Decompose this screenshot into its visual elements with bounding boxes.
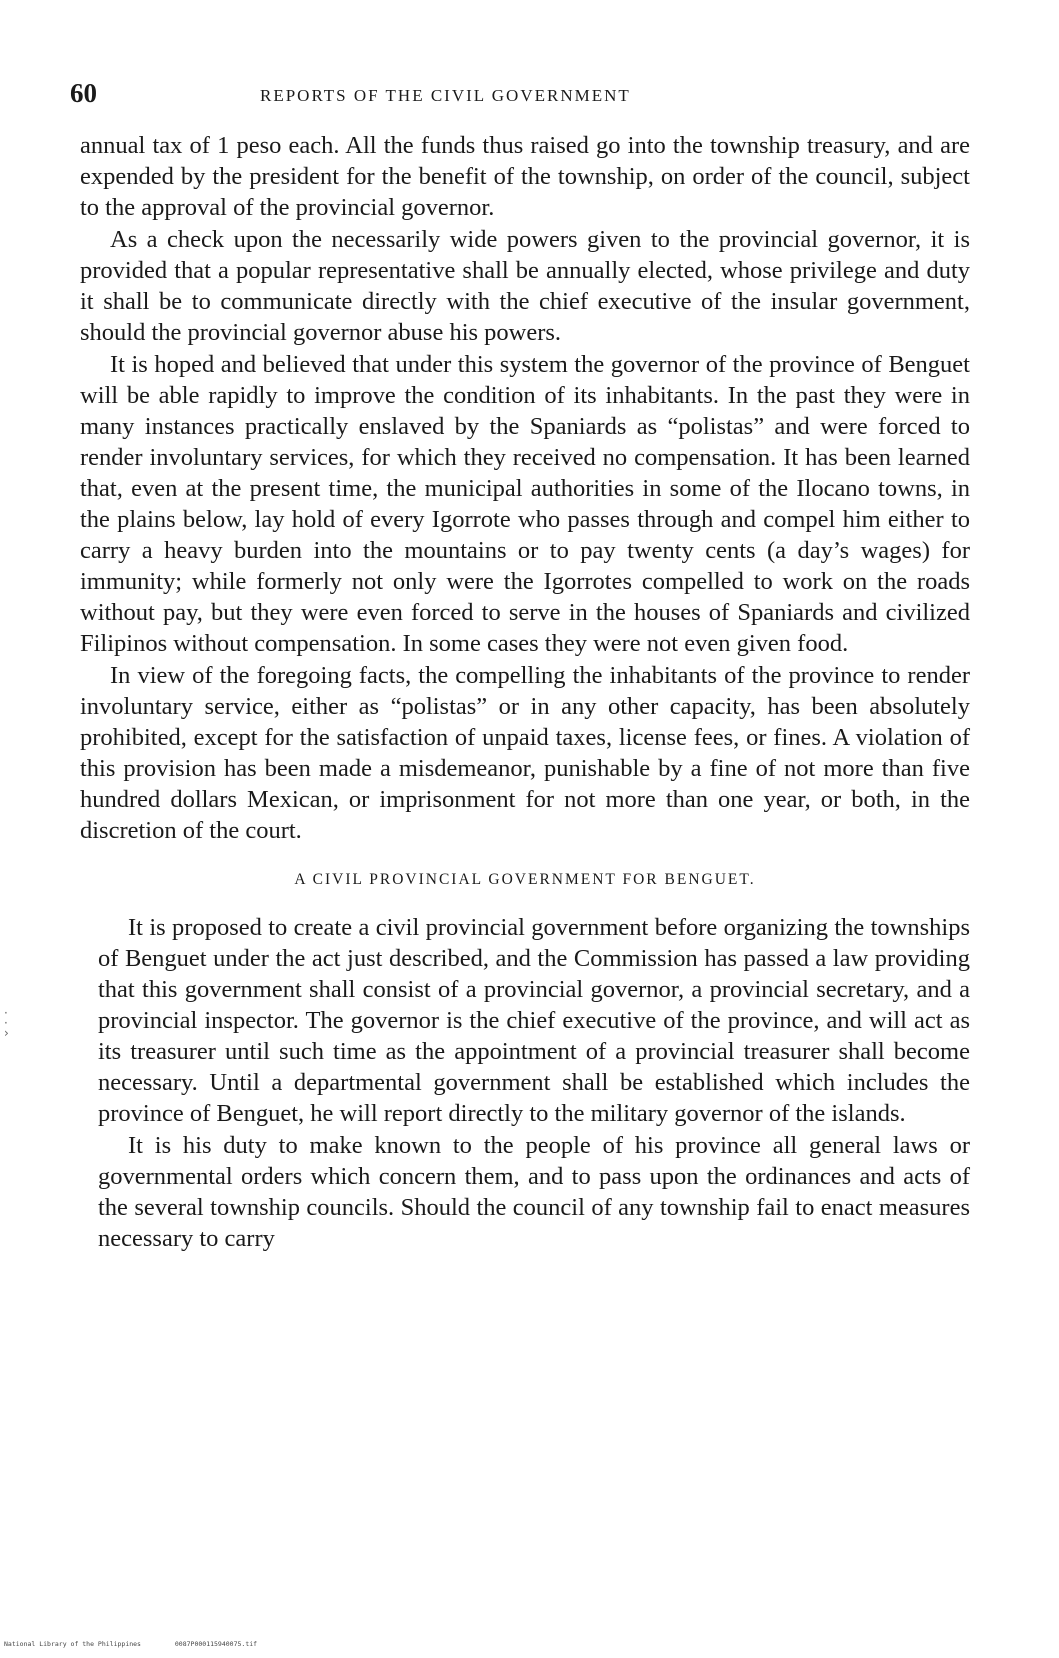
paragraph-continuation: annual tax of 1 peso each. All the funds thus raised go into the township treasury, and are expended by the president for the benefit of the township, on order of the council, subject to the approval of the provincial governor. [80,132,970,221]
section-heading: A CIVIL PROVINCIAL GOVERNMENT FOR BENGUET. [294,871,756,888]
running-head: REPORTS OF THE CIVIL GOVERNMENT [260,86,631,105]
page-number: 60 [70,78,97,108]
page-header [70,78,970,118]
paragraph: As a check upon the necessarily wide powers given to the provincial governor, it is provided that a popular representative shall be annually elected, whose privilege and duty it shall be to communicate directly with the chief executive of the insular government, should the provincial governor abuse his powers. [80,226,970,346]
paragraph: In view of the foregoing facts, the compelling the inhabitants of the province to render involuntary service, either as “polistas” or in any other capacity, has been absolutely prohibited, except for the satisfaction of unpaid taxes, license fees, or fines. A violation of this provision has been made a misdemeanor, punishable by a fine of not more than five hundred dollars Mexican, or imprisonment for not more than one year, or both, in the discretion of the court. [80,662,970,844]
paragraph: It is his duty to make known to the people of his province all general laws or governmental orders which concern them, and to pass upon the ordinances and acts of the several township councils. Should the council of any township fail to enact measures necessary to carry [98,1132,970,1252]
paragraph: It is hoped and believed that under this system the governor of the province of Benguet will be able rapidly to improve the condition of its inhabitants. In the past they were in many instances practically enslaved by the Spaniards as “polistas” and were forced to render involuntary services, for which they received no compensation. It has been learned that, even at the present time, the municipal authorities in some of the Ilocano towns, in the plains below, lay hold of every Igorrote who passes through and compel him either to carry a heavy burden into the mountains or to pay twenty cents (a day’s wages) for immunity; while formerly not only were the Igorrotes compelled to work on the roads without pay, but they were even forced to serve in the houses of Spaniards and civilized Filipinos without compensation. In some cases they were not even given food. [80,351,970,657]
margin-marks: · · › [4,1006,9,1040]
footer-file: 0087P000115940075.tif [174,1640,258,1648]
section-body [80,912,970,1254]
footer-library: National Library of the Philippines [4,1640,141,1648]
body-text [80,130,970,1255]
paragraph: It is proposed to create a civil provincial government before organizing the townships of Benguet under the act just described, and the Commission has passed a law providing that this government shall consist of a provincial governor, a provincial secretary, and a provincial inspector. The governor is the chief executive of the province, and will act as its treasurer until such time as the appointment of a provincial treasurer shall become necessary. Until a departmental government shall be established which includes the province of Benguet, he will report directly to the military governor of the islands. [98,914,970,1127]
scan-footer [4,1640,287,1648]
